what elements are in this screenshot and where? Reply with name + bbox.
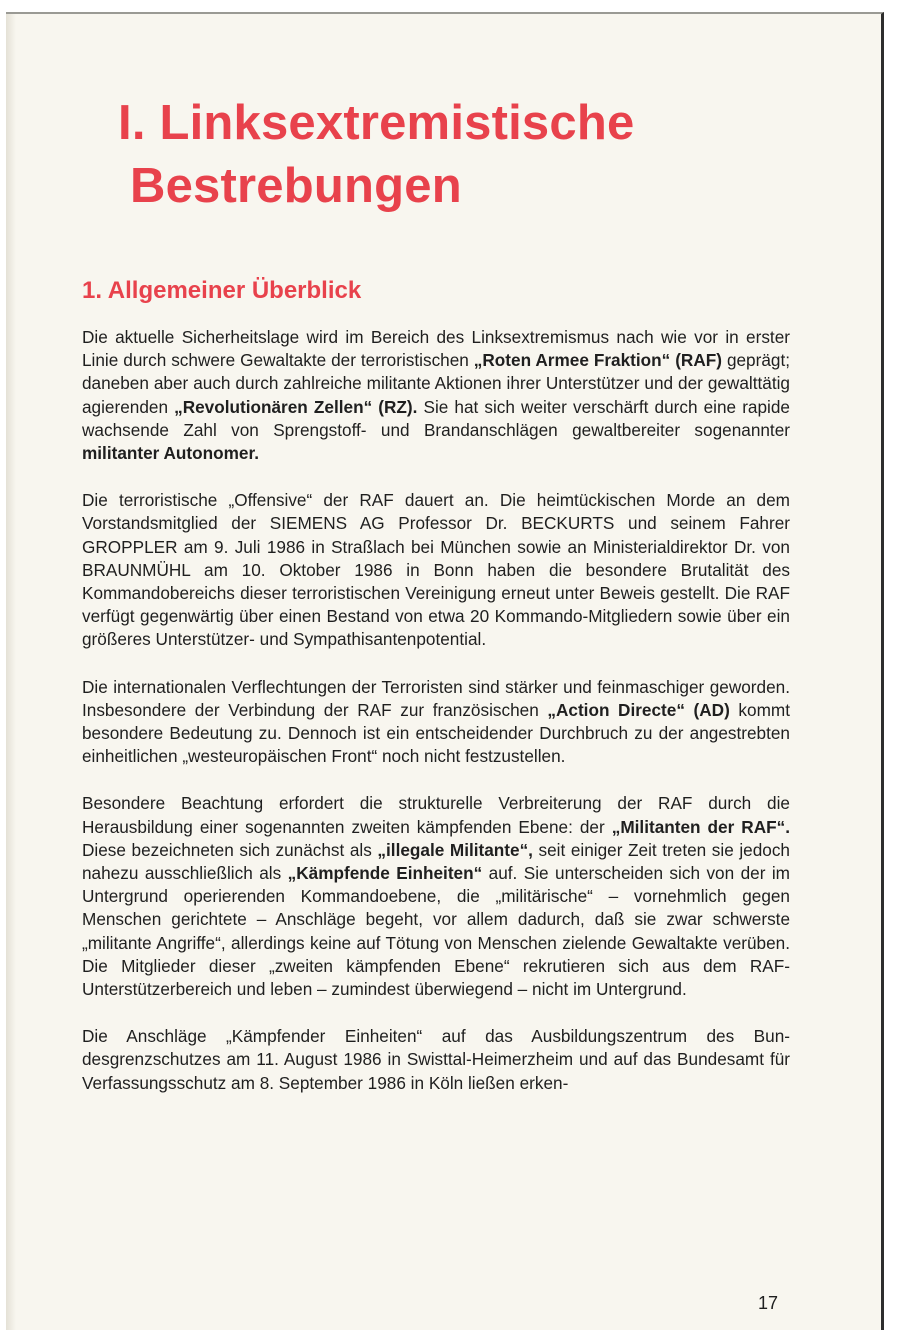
body-text — [82, 326, 790, 1119]
paragraph — [82, 489, 790, 651]
text-run: auf. Sie unterscheiden sich von der im Untergrund operierenden Kommandoebene, die „militärische“ – vornehmlich gegen Menschen gerichtete – Anschläge begeht, vor allem dadurch, daß sie zwar schwerste „militante Angriffe“, allerdings keine auf Tötung von Menschen zielende Gewaltakte verüben. Die Mitglieder dieser „zweiten kämpfenden Ebene“ rekrutieren sich aus dem RAF-Unterstützerbereich und leben – zumindest überwiegend – nicht im Untergrund. — [82, 863, 791, 1000]
bold-term: „Revolutionären Zellen“ (RZ). — [174, 396, 418, 417]
paragraph — [82, 1025, 790, 1095]
page-number: 17 — [758, 1293, 779, 1313]
text-run: Besondere Beachtung erfordert die strukturelle Verbreiterung der RAF durch die Herausbildung einer sogenannten zweiten kämpfenden Ebene: der — [82, 793, 790, 837]
bold-term: „Kämpfende Einheiten“ — [287, 863, 483, 884]
paragraph — [82, 792, 790, 1001]
bold-term: „Militanten der RAF“. — [611, 816, 790, 837]
chapter-title — [118, 92, 634, 218]
text-run: Die terroristische „Offensive“ der RAF dauert an. Die heimtückischen Morde an dem Vorstandsmitglied der SIEMENS AG Professor Dr. BECKURTS und seinem Fahrer GROPPLER am 9. Juli 1986 in Straßlach bei München sowie an Ministerialdirektor Dr. von BRAUNMÜHL am 10. Oktober 1986 in Bonn haben die besondere Brutalität des Kommandobereichs dieser terroristischen Vereinigung erneut unter Beweis gestellt. Die RAF verfügt gegenwärtig über einen Bestand von etwa 20 Kommando-Mitgliedern sowie über ein größeres Unterstützer- und Sympathisantenpotential. — [82, 490, 790, 650]
paragraph — [82, 326, 790, 465]
chapter-title-line-1: I. Linksextremistische — [118, 96, 635, 150]
text-run: kommt besondere Bedeutung zu. Dennoch ist ein entscheidender Durchbruch zu der angestrebten einheitlichen „westeuropäischen Front“ noch nicht festzustellen. — [82, 699, 790, 767]
chapter-title-line-2: Bestrebungen — [130, 159, 462, 213]
text-run: Die aktuelle Sicherheitslage wird im Bereich des Linksextremismus nach wie vor in erster Linie durch schwere Gewaltakte der terroristischen — [82, 327, 790, 371]
paragraph — [82, 676, 790, 769]
text-run: seit einiger Zeit treten sie jedoch nahezu ausschließlich als — [82, 839, 790, 884]
bold-term: „illegale Militante“, — [377, 839, 533, 860]
bold-term: militanter Autonomer. — [82, 443, 259, 464]
text-run: geprägt; daneben aber auch durch zahlreiche militante Aktionen ihrer Unterstützer und der gewalttätig agierenden — [82, 350, 791, 417]
bold-term: „Action Directe“ (AD) — [547, 699, 730, 720]
document-page — [6, 12, 884, 1330]
bold-term: „Roten Armee Fraktion“ (RAF) — [473, 350, 722, 371]
text-run: Die Anschläge „Kämpfender Einheiten“ auf das Ausbildungszentrum des Bundesgrenzschutzes am 11. August 1986 in Swisttal-Heimerzheim und auf das Bundesamt für Verfassungsschutz am 8. September 1986 in Köln ließen erken- — [82, 1026, 790, 1093]
text-run: Die internationalen Verflechtungen der Terroristen sind stärker und feinmaschiger geworden. Insbesondere der Verbindung der RAF zur französischen — [82, 676, 790, 720]
section-heading: 1. Allgemeiner Überblick — [82, 277, 362, 304]
text-run: Diese bezeichneten sich zunächst als — [82, 839, 378, 860]
text-run: Sie hat sich weiter verschärft durch eine rapide wachsende Zahl von Sprengstoff- und Brandanschlägen gewaltbereiter sogenannter — [82, 396, 790, 440]
